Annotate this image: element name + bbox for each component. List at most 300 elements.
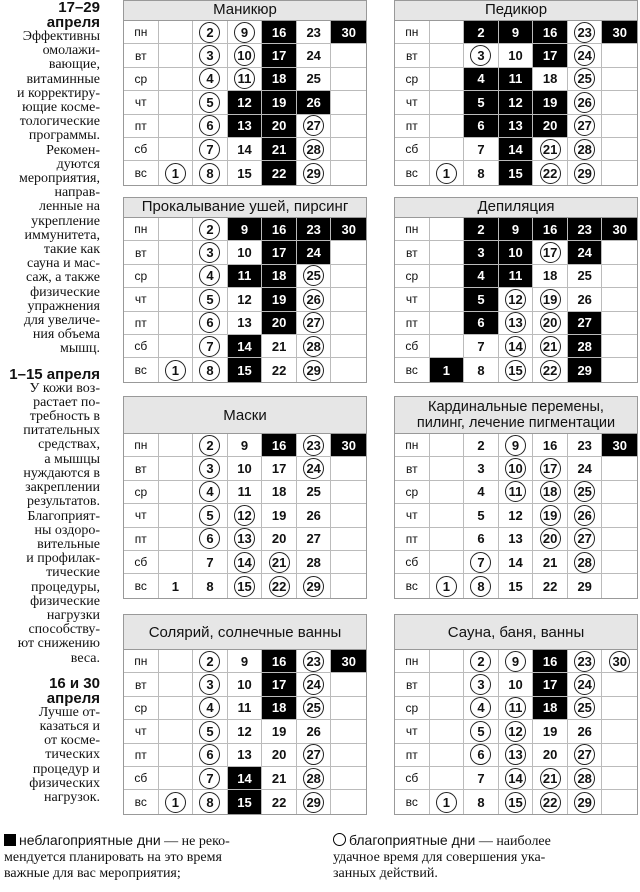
weekday-label: чт: [124, 504, 159, 526]
day-number: 3: [199, 458, 220, 479]
day-number: 12: [237, 291, 252, 307]
day-cell: [193, 44, 228, 66]
day-number: 30: [341, 221, 356, 237]
day-number: 16: [542, 24, 558, 40]
day-number: 10: [234, 45, 255, 66]
day-number: 1: [165, 792, 186, 813]
day-cell: [568, 115, 603, 137]
empty-cell: [331, 312, 366, 334]
calendar-row: [124, 574, 366, 597]
calendar-row: [395, 358, 637, 381]
sidebar-block-3: [0, 676, 100, 805]
day-number: 3: [199, 674, 220, 695]
day-cell: [297, 335, 332, 357]
day-number: 7: [199, 768, 220, 789]
weekday-label: вт: [395, 241, 430, 263]
day-number: 25: [303, 697, 324, 718]
day-number: 5: [199, 289, 220, 310]
calendar-row: [124, 358, 366, 381]
day-number: 27: [303, 312, 324, 333]
legend-good: [333, 833, 638, 881]
day-cell: [533, 44, 568, 66]
empty-cell: [159, 265, 194, 287]
weekday-label: пт: [395, 115, 430, 137]
day-number: 2: [477, 221, 485, 237]
day-cell: [464, 767, 499, 789]
day-number: 7: [199, 336, 220, 357]
day-cell: [262, 115, 297, 137]
empty-cell: [159, 288, 194, 310]
empty-cell: [331, 574, 366, 597]
day-number: 5: [199, 92, 220, 113]
calendar-title: Солярий, солнечные ванны: [124, 615, 366, 650]
day-number: 30: [612, 221, 627, 237]
day-cell: [297, 21, 332, 43]
day-number: 9: [240, 653, 249, 669]
empty-cell: [159, 68, 194, 90]
day-number: 18: [271, 71, 287, 87]
day-cell: [262, 312, 297, 334]
day-number: 25: [306, 484, 321, 500]
day-number: 26: [306, 507, 321, 523]
day-cell: [602, 434, 637, 456]
day-cell: [193, 790, 228, 813]
day-cell: [499, 335, 534, 357]
day-number: 21: [542, 554, 558, 570]
day-cell: [297, 44, 332, 66]
day-number: 8: [470, 576, 491, 597]
day-number: 7: [470, 552, 491, 573]
day-number: 3: [477, 245, 485, 261]
empty-cell: [430, 457, 465, 479]
sidebar-text: Эффективны омолажи- вающие, витаминные и корректиру- ющие космe- тологические программы. Рекомен- дуются мероприятия, направ- ленные на укрепление иммунитета, такие как сауна и мас- саж, а также физические упражнения для увеличе- ния объема мышц.: [16, 29, 100, 357]
day-number: 23: [577, 437, 592, 453]
day-cell: [533, 650, 568, 672]
day-cell: [228, 673, 263, 695]
day-cell: [193, 91, 228, 113]
empty-cell: [602, 744, 637, 766]
weekday-label: сб: [124, 551, 159, 573]
day-number: 27: [303, 744, 324, 765]
day-number: 6: [199, 115, 220, 136]
day-cell: [499, 44, 534, 66]
calendar-row: [395, 161, 637, 184]
day-cell: [228, 161, 263, 184]
day-number: 2: [470, 651, 491, 672]
day-cell: [331, 650, 366, 672]
empty-cell: [331, 265, 366, 287]
day-number: 17: [271, 245, 287, 261]
empty-cell: [602, 312, 637, 334]
day-cell: [297, 551, 332, 573]
calendar-row: [124, 551, 366, 574]
day-cell: [568, 91, 603, 113]
weekday-label: ср: [124, 265, 159, 287]
day-cell: [297, 218, 332, 240]
legend-bad: [4, 833, 324, 881]
day-cell: [297, 358, 332, 381]
day-cell: [533, 504, 568, 526]
calendar-row: [124, 697, 366, 720]
weekday-label: сб: [395, 767, 430, 789]
empty-cell: [331, 138, 366, 160]
day-cell: [228, 44, 263, 66]
day-cell: [193, 504, 228, 526]
empty-cell: [331, 504, 366, 526]
day-cell: [464, 115, 499, 137]
day-cell: [228, 697, 263, 719]
empty-cell: [159, 673, 194, 695]
day-cell: [602, 21, 637, 43]
day-cell: [193, 767, 228, 789]
day-cell: [193, 574, 228, 597]
day-cell: [464, 68, 499, 90]
weekday-label: сб: [124, 767, 159, 789]
legend-bad-desc: — не реко- мендуется планировать на это время важные для вас мероприятия;: [4, 834, 230, 881]
day-number: 26: [577, 723, 592, 739]
calendar-row: [395, 574, 637, 597]
day-number: 6: [199, 528, 220, 549]
day-number: 27: [574, 744, 595, 765]
day-cell: [193, 528, 228, 550]
day-cell: [228, 574, 263, 597]
empty-cell: [430, 481, 465, 503]
day-number: 20: [271, 747, 287, 763]
empty-cell: [331, 91, 366, 113]
day-cell: [262, 574, 297, 597]
day-number: 22: [271, 165, 287, 181]
day-cell: [159, 790, 194, 813]
empty-cell: [430, 138, 465, 160]
day-cell: [499, 767, 534, 789]
day-number: 7: [206, 554, 214, 570]
day-number: 2: [199, 22, 220, 43]
day-number: 29: [574, 163, 595, 184]
weekday-label: пн: [124, 650, 159, 672]
day-cell: [331, 21, 366, 43]
day-cell: [297, 744, 332, 766]
day-cell: [297, 673, 332, 695]
day-cell: [262, 720, 297, 742]
weekday-label: пт: [395, 312, 430, 334]
day-cell: [297, 161, 332, 184]
weekday-label: вс: [124, 358, 159, 381]
day-cell: [464, 697, 499, 719]
day-cell: [568, 335, 603, 357]
day-number: 11: [237, 484, 252, 500]
empty-cell: [430, 720, 465, 742]
day-number: 11: [508, 71, 523, 87]
day-cell: [533, 744, 568, 766]
day-number: 27: [577, 315, 592, 331]
empty-cell: [602, 241, 637, 263]
day-number: 28: [306, 554, 321, 570]
day-number: 24: [574, 45, 595, 66]
day-number: 10: [508, 677, 523, 693]
day-number: 24: [303, 674, 324, 695]
day-number: 16: [542, 437, 558, 453]
day-number: 17: [540, 242, 561, 263]
day-number: 9: [511, 221, 520, 237]
calendar-row: [395, 312, 637, 335]
calendar-row: [124, 720, 366, 743]
empty-cell: [331, 241, 366, 263]
empty-cell: [331, 790, 366, 813]
weekday-label: вс: [124, 574, 159, 597]
day-cell: [568, 697, 603, 719]
weekday-label: чт: [395, 504, 430, 526]
empty-cell: [602, 358, 637, 381]
empty-cell: [159, 744, 194, 766]
empty-cell: [331, 720, 366, 742]
day-cell: [568, 457, 603, 479]
calendar-row: [124, 288, 366, 311]
day-cell: [193, 457, 228, 479]
day-cell: [533, 115, 568, 137]
weekday-label: пн: [395, 434, 430, 456]
day-number: 7: [477, 338, 485, 354]
day-number: 6: [470, 744, 491, 765]
day-number: 25: [577, 268, 592, 284]
day-cell: [262, 528, 297, 550]
day-cell: [464, 312, 499, 334]
empty-cell: [430, 218, 465, 240]
day-number: 28: [574, 139, 595, 160]
calendar-row: [395, 44, 637, 67]
day-cell: [464, 138, 499, 160]
day-cell: [430, 358, 465, 381]
day-number: 26: [574, 92, 595, 113]
weekday-label: пн: [395, 650, 430, 672]
day-number: 30: [612, 437, 627, 453]
weekday-label: вт: [124, 457, 159, 479]
empty-cell: [430, 241, 465, 263]
day-cell: [228, 551, 263, 573]
day-cell: [297, 574, 332, 597]
day-cell: [228, 288, 263, 310]
day-number: 1: [171, 578, 179, 594]
day-cell: [499, 720, 534, 742]
day-cell: [568, 744, 603, 766]
day-number: 4: [477, 71, 485, 87]
day-number: 8: [477, 362, 485, 378]
day-cell: [193, 161, 228, 184]
empty-cell: [159, 504, 194, 526]
day-cell: [193, 481, 228, 503]
empty-cell: [602, 115, 637, 137]
day-number: 17: [271, 48, 287, 64]
day-number: 22: [269, 576, 290, 597]
day-cell: [297, 528, 332, 550]
day-number: 29: [577, 578, 592, 594]
empty-cell: [159, 138, 194, 160]
day-cell: [568, 720, 603, 742]
day-cell: [228, 457, 263, 479]
empty-cell: [602, 68, 637, 90]
day-number: 18: [542, 268, 558, 284]
calendar-row: [395, 115, 637, 138]
empty-cell: [602, 138, 637, 160]
weekday-label: пн: [124, 218, 159, 240]
day-number: 14: [508, 554, 523, 570]
empty-cell: [430, 767, 465, 789]
day-number: 18: [271, 484, 287, 500]
day-number: 13: [505, 312, 526, 333]
empty-cell: [430, 434, 465, 456]
empty-cell: [331, 358, 366, 381]
day-number: 11: [234, 68, 255, 89]
empty-cell: [159, 457, 194, 479]
calendar-cardinal: [394, 396, 638, 599]
empty-cell: [602, 335, 637, 357]
day-cell: [262, 673, 297, 695]
calendar-row: [124, 21, 366, 44]
day-number: 21: [269, 552, 290, 573]
calendar-row: [124, 115, 366, 138]
day-number: 30: [609, 651, 630, 672]
weekday-label: чт: [395, 720, 430, 742]
calendar-pedicure: [394, 0, 638, 186]
weekday-label: чт: [124, 288, 159, 310]
day-cell: [499, 504, 534, 526]
day-cell: [193, 434, 228, 456]
weekday-label: пн: [395, 21, 430, 43]
day-cell: [262, 68, 297, 90]
day-number: 26: [306, 94, 321, 110]
day-cell: [297, 697, 332, 719]
day-number: 30: [612, 24, 627, 40]
day-cell: [228, 744, 263, 766]
day-cell: [499, 312, 534, 334]
day-cell: [568, 288, 603, 310]
day-number: 17: [542, 48, 558, 64]
day-number: 12: [508, 507, 523, 523]
calendar-row: [395, 265, 637, 288]
day-number: 22: [540, 163, 561, 184]
day-number: 2: [477, 24, 485, 40]
day-number: 27: [303, 115, 324, 136]
empty-cell: [331, 115, 366, 137]
day-number: 18: [271, 700, 287, 716]
calendar-row: [395, 241, 637, 264]
day-number: 10: [237, 245, 252, 261]
day-number: 30: [341, 437, 356, 453]
day-cell: [568, 673, 603, 695]
day-number: 14: [505, 768, 526, 789]
day-cell: [568, 790, 603, 813]
day-number: 2: [199, 651, 220, 672]
calendar-title: Кардинальные перемены, пилинг, лечение пигментации: [395, 397, 637, 434]
calendar-title: Депиляция: [395, 198, 637, 218]
day-cell: [533, 767, 568, 789]
day-cell: [193, 358, 228, 381]
day-cell: [568, 241, 603, 263]
calendar-row: [395, 457, 637, 480]
day-cell: [499, 481, 534, 503]
day-number: 1: [165, 360, 186, 381]
day-number: 25: [574, 481, 595, 502]
day-cell: [430, 574, 465, 597]
day-number: 13: [237, 118, 252, 134]
day-number: 5: [477, 94, 485, 110]
day-number: 1: [436, 163, 457, 184]
day-cell: [228, 504, 263, 526]
day-number: 17: [271, 677, 287, 693]
empty-cell: [331, 481, 366, 503]
day-number: 3: [199, 242, 220, 263]
day-cell: [159, 358, 194, 381]
sidebar-text: У кожи воз- растает по- требность в питательных средствах, а мышцы нуждаются в закреплении результатов. Благоприят- ны оздоро- вительные и профилак- тические процедуры, физические нагрузки способству- ют снижению веса.: [17, 380, 100, 666]
sidebar-block-2: [0, 367, 100, 666]
day-number: 15: [237, 165, 252, 181]
day-number: 10: [237, 461, 252, 477]
weekday-label: пн: [124, 21, 159, 43]
day-number: 16: [271, 221, 287, 237]
day-cell: [499, 673, 534, 695]
calendar-row: [124, 91, 366, 114]
day-number: 5: [477, 291, 485, 307]
day-cell: [297, 312, 332, 334]
empty-cell: [159, 115, 194, 137]
day-number: 24: [306, 48, 321, 64]
calendar-row: [124, 161, 366, 184]
empty-cell: [159, 335, 194, 357]
weekday-label: вт: [124, 44, 159, 66]
day-number: 26: [577, 291, 592, 307]
day-cell: [159, 161, 194, 184]
day-number: 10: [508, 48, 523, 64]
day-cell: [464, 673, 499, 695]
day-number: 8: [199, 163, 220, 184]
day-cell: [228, 241, 263, 263]
day-cell: [533, 161, 568, 184]
calendar-row: [124, 265, 366, 288]
day-cell: [533, 574, 568, 597]
day-number: 9: [505, 651, 526, 672]
calendar-row: [395, 335, 637, 358]
day-number: 14: [237, 141, 252, 157]
sidebar-date: 16 и 30 апреля: [46, 674, 100, 707]
day-cell: [499, 528, 534, 550]
day-cell: [464, 241, 499, 263]
day-number: 29: [577, 362, 592, 378]
empty-cell: [602, 504, 637, 526]
calendar-row: [124, 673, 366, 696]
day-number: 28: [574, 552, 595, 573]
day-number: 20: [540, 528, 561, 549]
day-number: 5: [199, 721, 220, 742]
weekday-label: ср: [395, 68, 430, 90]
day-number: 9: [240, 437, 249, 453]
day-cell: [533, 790, 568, 813]
day-cell: [262, 650, 297, 672]
day-cell: [262, 697, 297, 719]
weekday-label: вс: [395, 358, 430, 381]
day-cell: [262, 21, 297, 43]
day-number: 15: [237, 794, 252, 810]
day-cell: [568, 265, 603, 287]
empty-cell: [331, 161, 366, 184]
day-cell: [568, 481, 603, 503]
day-number: 10: [237, 677, 252, 693]
day-number: 8: [206, 578, 214, 594]
empty-cell: [602, 91, 637, 113]
day-cell: [533, 288, 568, 310]
day-number: 28: [303, 336, 324, 357]
weekday-label: вт: [124, 241, 159, 263]
day-cell: [499, 744, 534, 766]
day-number: 7: [199, 139, 220, 160]
